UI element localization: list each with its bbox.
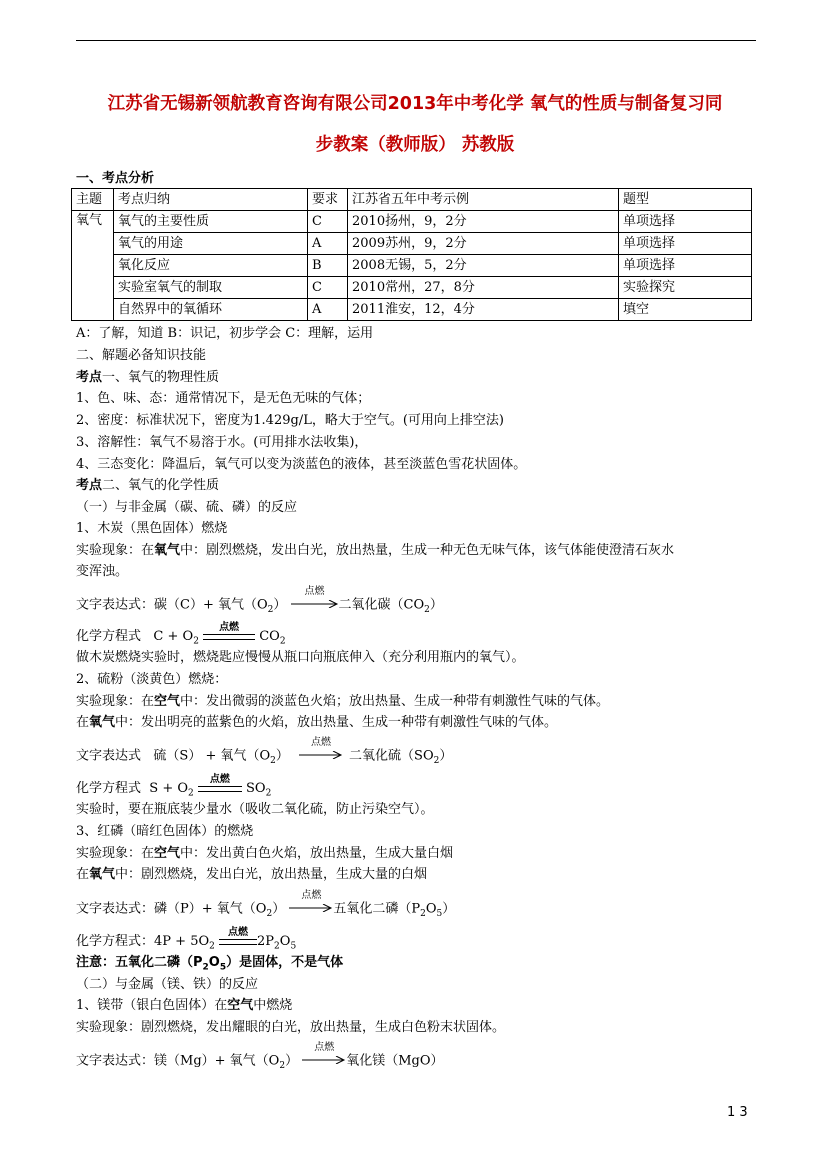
text: O (279, 934, 291, 949)
text: ） (272, 901, 286, 917)
subsection-metal: （二）与金属（镁、铁）的反应 (76, 977, 259, 992)
table-header-cell: 考点归纳 (114, 189, 308, 211)
document-title-line2: 步教案（教师版） 苏教版 (315, 135, 515, 155)
table-cell: A (308, 299, 348, 321)
exam-points-table (71, 188, 752, 321)
emphasis: 氧气 (89, 867, 116, 882)
subscript: 2 (274, 941, 280, 952)
subscript: 2 (188, 788, 194, 799)
table-cell: A (308, 233, 348, 255)
page-number: 1 3 (727, 1105, 748, 1120)
kp2-bold: 考点 (76, 478, 103, 493)
table-header-cell: 江苏省五年中考示例 (348, 189, 619, 211)
table-cell: C (308, 277, 348, 299)
subscript: 2 (193, 636, 199, 647)
condition-label: 点燃 (304, 586, 325, 597)
table-cell: 实验室氧气的制取 (114, 277, 308, 299)
reactants: C + O (153, 629, 194, 644)
phys-item-2: 2、密度：标准状况下，密度为1.429g/L，略大于空气。(可用向上排空法) (76, 413, 504, 428)
arrow-icon (299, 751, 343, 759)
arrow-icon (302, 1056, 346, 1064)
text: ）是固体，不是气体 (226, 955, 344, 970)
table-cell: 2010扬州，9，2分 (348, 211, 619, 233)
table-cell: 单项选择 (619, 255, 752, 277)
reactants: 磷（P）+ 氧气（O (154, 901, 267, 917)
text: O (425, 901, 437, 917)
kp2-rest: 二、氧气的化学性质 (102, 478, 220, 493)
emphasis: 空气 (227, 998, 254, 1013)
kp2-heading (76, 477, 219, 495)
label: 文字表达式： (76, 901, 155, 917)
table-cell: C (308, 211, 348, 233)
condition-label: 点燃 (219, 621, 240, 633)
text: ） (442, 901, 456, 917)
phys-item-4: 4、三态变化：降温后，氧气可以变为淡蓝色的液体，甚至淡蓝色雪花状固体。 (76, 457, 527, 472)
table-cell: 实验探究 (619, 277, 752, 299)
text: 中燃烧 (253, 998, 293, 1013)
text: 实验现象：在 (76, 543, 155, 558)
text: 中：发出黄白色火焰，放出热量，生成大量白烟 (180, 846, 454, 861)
section-heading-analysis: 一、考点分析 (76, 171, 155, 186)
text: 中：剧烈燃烧，发出白光，放出热量，生成一种无色无味气体，该气体能使澄清石灰水 (180, 543, 675, 558)
phosphorus-word-equation (76, 890, 456, 923)
label: 化学方程式： (76, 934, 155, 949)
phosphorus-observation-air (76, 845, 453, 863)
subscript: 2 (433, 756, 440, 767)
text: 在 (76, 867, 90, 882)
phosphorus-note (76, 954, 343, 977)
emphasis: 氧气 (154, 543, 181, 558)
condition-label: 点燃 (301, 890, 322, 901)
equals-sign (203, 621, 255, 640)
text: 实验现象：在 (76, 846, 155, 861)
kp1-heading (76, 369, 219, 387)
subscript: 2 (424, 605, 430, 616)
reaction-arrow (302, 1042, 346, 1070)
product: 二氧化硫（SO (349, 748, 434, 764)
product: 氧化镁（MgO） (346, 1053, 444, 1069)
subscript: 5 (219, 962, 227, 973)
sulfur-observation-air (76, 693, 609, 711)
document-title-line1: 江苏省无锡新领航教育咨询有限公司2013年中考化学 氧气的性质与制备复习同 (107, 94, 723, 114)
magnesium-heading (76, 997, 292, 1015)
table-cell: 自然界中的氧循环 (114, 299, 308, 321)
phys-item-3: 3、溶解性：氧气不易溶于水。(可用排水法收集)， (76, 435, 368, 450)
reactants: 碳（C）+ 氧气（O (154, 597, 268, 613)
subscript: 2 (265, 788, 272, 799)
table-cell: 2011淮安，12，4分 (348, 299, 619, 321)
kp1-bold: 考点 (76, 370, 103, 385)
phosphorus-chem-equation (76, 926, 297, 956)
reactants: 硫（S） + 氧气（O (153, 748, 271, 764)
carbon-chem-equation (76, 621, 286, 651)
product: 2P (257, 934, 275, 949)
table-row (72, 211, 752, 233)
text: ） (275, 748, 289, 764)
reaction-arrow (289, 890, 333, 918)
phosphorus-observation-oxygen (76, 866, 427, 884)
sulfur-observation-oxygen (76, 714, 557, 732)
phosphorus-heading: 3、红磷（暗红色固体）的燃烧 (76, 824, 254, 839)
reaction-arrow (299, 737, 343, 765)
label: 文字表达式 (76, 748, 142, 764)
reactants: 镁（Mg）+ 氧气（O (154, 1053, 280, 1069)
carbon-word-equation (76, 586, 443, 619)
product: SO (246, 781, 266, 796)
text: 实验现象：在 (76, 694, 155, 709)
table-cell: 氧气的用途 (114, 233, 308, 255)
text: 中：发出明亮的蓝紫色的火焰，放出热量、生成一种带有刺激性气味的气体。 (115, 715, 558, 730)
magnesium-word-equation (76, 1042, 444, 1075)
table-cell: 氧化反应 (114, 255, 308, 277)
equals-sign (198, 773, 242, 792)
product: 五氧化二磷（P (333, 901, 421, 917)
carbon-observation-cont: 变浑浊。 (76, 564, 129, 579)
product: 二氧化碳（CO (338, 597, 425, 613)
table-cell: 2010常州，27，8分 (348, 277, 619, 299)
table-cell: 单项选择 (619, 233, 752, 255)
subscript: 5 (436, 909, 443, 920)
section-heading-skills: 二、解题必备知识技能 (76, 348, 207, 363)
sulfur-chem-equation (76, 773, 272, 803)
text: ） (273, 597, 287, 613)
text: 在 (76, 715, 90, 730)
label: 化学方程式 (76, 629, 142, 644)
arrow-icon (291, 600, 339, 608)
table-cell: 2009苏州，9，2分 (348, 233, 619, 255)
table-header-cell: 主题 (72, 189, 114, 211)
subscript: 2 (267, 605, 274, 616)
arrow-icon (289, 904, 333, 912)
table-row (72, 299, 752, 321)
subscript: 2 (270, 756, 276, 767)
subscript: 2 (279, 1061, 286, 1072)
requirement-legend: A：了解，知道 B：识记，初步学会 C：理解，运用 (76, 326, 374, 341)
subscript: 2 (279, 636, 286, 647)
phys-item-1: 1、色、味、态：通常情况下，是无色无味的气体； (76, 391, 371, 406)
condition-label: 点燃 (314, 1042, 335, 1053)
product: CO (259, 629, 280, 644)
text: 中：发出微弱的淡蓝色火焰；放出热量、生成一种带有刺激性气味的气体。 (180, 694, 610, 709)
subscript: 5 (290, 941, 297, 952)
text: 中：剧烈燃烧，发出白光，放出热量，生成大量的白烟 (115, 867, 428, 882)
sulfur-heading: 2、硫粉（淡黄色）燃烧： (76, 672, 228, 687)
subsection-nonmetal: （一）与非金属（碳、硫、磷）的反应 (76, 500, 298, 515)
table-cell: 氧气的主要性质 (114, 211, 308, 233)
table-topic-cell: 氧气 (72, 211, 114, 321)
emphasis: 氧气 (89, 715, 116, 730)
equals-sign (219, 926, 257, 945)
table-cell: 填空 (619, 299, 752, 321)
table-row (72, 277, 752, 299)
table-row (72, 233, 752, 255)
magnesium-observation: 实验现象：剧烈燃烧，发出耀眼的白光，放出热量，生成白色粉末状固体。 (76, 1020, 506, 1035)
reactants: 4P + 5O (154, 934, 210, 949)
table-header-cell: 要求 (308, 189, 348, 211)
reaction-arrow (291, 586, 339, 614)
label: 化学方程式 (76, 781, 142, 796)
table-cell: 单项选择 (619, 211, 752, 233)
subscript: 2 (202, 962, 209, 973)
text: 1、镁带（银白色固体）在 (76, 998, 228, 1013)
subscript: 2 (266, 909, 273, 920)
table-header-row (72, 189, 752, 211)
text: ） (429, 597, 443, 613)
condition-label: 点燃 (209, 773, 230, 785)
text: ） (285, 1053, 299, 1069)
header-rule (76, 40, 756, 41)
label: 文字表达式： (76, 1053, 155, 1069)
emphasis: 空气 (154, 694, 181, 709)
condition-label: 点燃 (311, 737, 332, 748)
carbon-heading: 1、木炭（黑色固体）燃烧 (76, 521, 228, 536)
emphasis: 空气 (154, 846, 181, 861)
sulfur-note: 实验时，要在瓶底装少量水（吸收二氧化硫，防止污染空气）。 (76, 802, 434, 817)
table-cell: B (308, 255, 348, 277)
subscript: 2 (420, 909, 426, 920)
text: O (208, 955, 220, 970)
text: 注意：五氧化二磷（P (76, 955, 203, 970)
condition-label: 点燃 (228, 926, 248, 938)
table-row (72, 255, 752, 277)
label: 文字表达式： (76, 597, 155, 613)
table-cell: 2008无锡，5，2分 (348, 255, 619, 277)
table-header-cell: 题型 (619, 189, 752, 211)
sulfur-word-equation (76, 737, 453, 770)
reactants: S + O (149, 781, 189, 796)
subscript: 2 (209, 941, 215, 952)
carbon-observation (76, 542, 674, 560)
carbon-note: 做木炭燃烧实验时，燃烧匙应慢慢从瓶口向瓶底伸入（充分利用瓶内的氧气）。 (76, 650, 525, 665)
text: ） (439, 748, 453, 764)
kp1-rest: 一、氧气的物理性质 (102, 370, 220, 385)
